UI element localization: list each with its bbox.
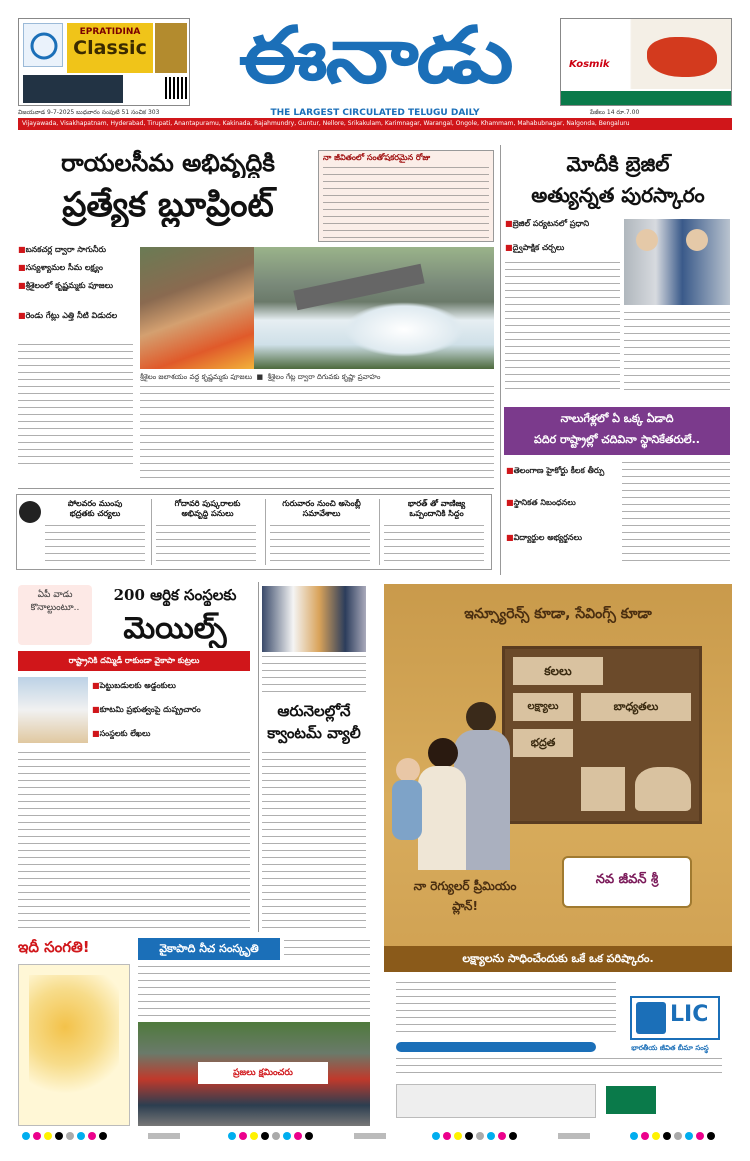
brazil-headline-line2: అత్యున్నత పురస్కారం xyxy=(531,183,705,207)
ad-brand-line: EPRATIDINA xyxy=(79,27,141,37)
ad-logo-icon xyxy=(23,23,63,67)
dateline-right: పేజీలు 14 రూ.7.00 xyxy=(590,109,640,116)
lic-tagline: లక్ష్యాలను సాధించేందుకు ఒకే ఒక పరిష్కారం. xyxy=(384,946,732,972)
dateline-left: విజయవాడ 9-7-2025 బుధవారం సంపుటి 51 సంచిక 303 xyxy=(18,109,160,116)
tagline: THE LARGEST CIRCULATED TELUGU DAILY xyxy=(270,108,480,118)
registration-dots-3 xyxy=(432,1132,517,1140)
cartoon xyxy=(18,964,130,1126)
registration-dots-1 xyxy=(22,1132,107,1140)
women-headline-bar: నాలుగేళ్లలో ఏ ఒక్క ఏడాది పదిర రాష్ట్రాల్లో చదివినా స్థానికేతరులే.. xyxy=(504,407,730,455)
pot-icon xyxy=(635,767,691,811)
right-ad[interactable] xyxy=(560,18,732,106)
lic-logo-sub: భారతీయ జీవిత బీమా సంస్థ xyxy=(631,1044,709,1052)
strip-item: పోలవరం ముంపు భద్రతకు చర్యలు xyxy=(45,499,145,565)
side-quote-box xyxy=(318,150,494,242)
strip-item: భారత్ తో వాణిజ్య ఒప్పందానికి సిద్ధం xyxy=(379,499,489,565)
lic-family-photo xyxy=(390,694,530,874)
lic-logo: LIC xyxy=(630,996,720,1040)
lead-bullet: ■ సస్యశ్యామల సీమ లక్ష్యం xyxy=(18,262,133,273)
lead-photo-pooja xyxy=(140,247,254,369)
strip-item: గురువారం నుంచి అసెంబ్లీ సమావేశాలు xyxy=(265,499,373,565)
mails-headline-line1: 200 ఆర్థిక సంస్థలకు xyxy=(113,586,237,604)
side-quote-title: నా జీవితంలో సంతోషకరమైన రోజు xyxy=(323,153,431,162)
house-icon xyxy=(581,767,625,811)
strip-item: గోదావరి పుష్కరాలకు అభివృద్ధి పనులు xyxy=(151,499,259,565)
ycp-title-bar: వైకాపాది నీచ సంస్కృతి xyxy=(138,938,280,960)
brazil-bullet: ■ బ్రెజిల్ పర్యటనలో ప్రధాని xyxy=(505,218,620,229)
lead-bullet: ■ రెండు గేట్లు ఎత్తి నీటి విడుదల xyxy=(18,310,133,321)
lead-headline-line2: ప్రత్యేక బ్లూప్రింట్ xyxy=(62,185,274,225)
ycp-banner: ప్రజలు క్షమించరు xyxy=(198,1062,328,1084)
registration-dots-4 xyxy=(630,1132,715,1140)
mails-bullet: ■ పెట్టుబడులకు అడ్డంకులు xyxy=(92,680,250,691)
lic-emblem-icon xyxy=(636,1002,666,1034)
mails-kicker: ఏపీ వాడు కొనాల్టుంటూ.. xyxy=(18,585,92,645)
registration-dots-2 xyxy=(228,1132,313,1140)
quantum-headline-line1: ఆరునెలల్లోనే xyxy=(277,702,351,720)
lead-photo-dam xyxy=(254,247,494,369)
quantum-photo xyxy=(262,586,366,652)
masthead-logo: ఈనాడు xyxy=(238,11,512,101)
lic-plan-badge: నవ జీవన్ శ్రీ xyxy=(562,856,692,908)
lic-plan-text: నా రెగ్యులర్ ప్రీమియం ప్లాన్! xyxy=(413,879,517,913)
ycp-protest-photo xyxy=(138,1022,370,1126)
ad-title: Classic xyxy=(73,37,147,59)
masthead xyxy=(0,0,750,130)
mails-bullet: ■ కూటమి ప్రభుత్వంపై దుష్ప్రచారం xyxy=(92,704,250,715)
women-bullet: ■ విద్యార్థుల అభ్యర్థనలు xyxy=(506,532,616,543)
brazil-photo xyxy=(624,219,730,305)
strip-icon xyxy=(19,501,41,523)
story-strip xyxy=(16,494,492,570)
lead-headline-line1: రాయలసీమ అభివృద్ధికి xyxy=(61,148,275,177)
lic-shelf: కలలు లక్ష్యాలు బాధ్యతలు భద్రత xyxy=(502,646,702,824)
lobster-icon xyxy=(647,37,717,77)
editions-bar: Vijayawada, Visakhapatnam, Hyderabad, Tirupati, Anantapuramu, Kakinada, Rajahmundry, Guntur, Nellore, Srikakulam, Karimnagar, Warangal, Ongole, Khammam, Mahabubnagar, Nalgonda, Bengaluru xyxy=(18,118,732,130)
mails-photo xyxy=(18,677,88,743)
brazil-bullet: ■ ద్వైపాక్షిక చర్చలు xyxy=(505,242,620,253)
right-ad-brand: Kosmik xyxy=(569,59,610,70)
brazil-headline-line1: మోదీకి బ్రెజిల్ xyxy=(566,152,670,176)
mails-headline-line2: మెయిల్స్ xyxy=(123,611,227,646)
mails-red-strap: రాష్ట్రానికి దమ్మిడీ రాకుండా వైకాపా కుట్రలు xyxy=(18,651,250,671)
idi-sangathi-title: ఇదీ సంగతి! xyxy=(18,938,90,956)
lic-headline: ఇన్స్యూరెన్స్ కూడా, సేవింగ్స్ కూడా xyxy=(464,606,652,622)
quantum-headline-line2: క్వాంటమ్ వ్యాలీ xyxy=(267,724,361,742)
left-ad[interactable] xyxy=(18,18,190,106)
lead-photo-caption: శ్రీశైలం జలాశయం వద్ద కృష్ణమ్మకు పూజలు ■ శ్రీశైలం గేట్ల ద్వారా దిగువకు కృష్ణా ప్రవాహం xyxy=(140,373,381,381)
lic-ad[interactable] xyxy=(384,584,732,1126)
women-bullet: ■ తెలంగాణ హైకోర్టు కీలక తీర్పు xyxy=(506,465,616,476)
lead-bullet: ■ బనకచర్ల ద్వారా సాగునీరు xyxy=(18,244,133,255)
lead-bullet: ■ శ్రీశైలంలో కృష్ణమ్మకు పూజలు xyxy=(18,280,133,291)
mails-bullet: ■ సంస్థలకు లేఖలు xyxy=(92,728,250,739)
women-bullet: ■ స్థానికత నిబంధనలు xyxy=(506,497,616,508)
